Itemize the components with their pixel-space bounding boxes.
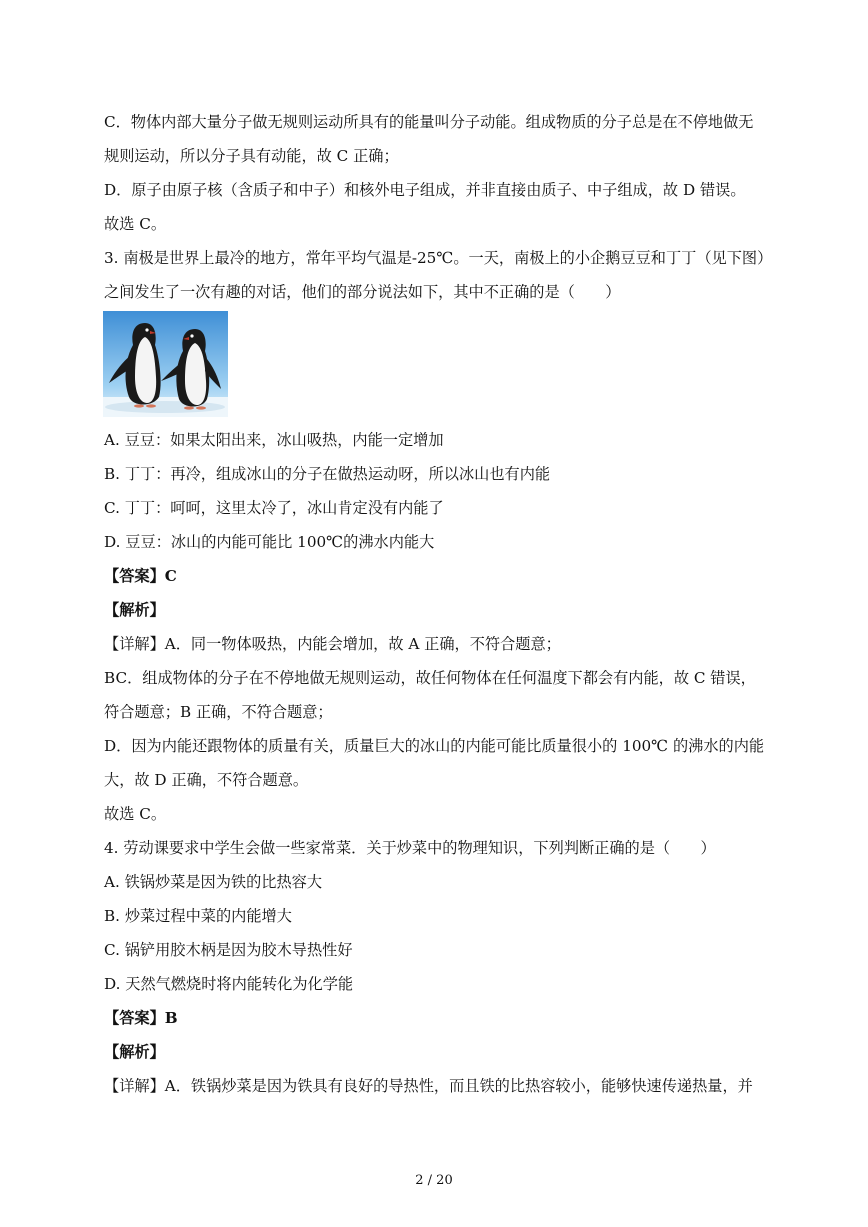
penguins-image — [103, 311, 228, 417]
answer-label: 【答案】C — [104, 567, 177, 585]
text-line: 规则运动，所以分子具有动能，故 C 正确； — [104, 147, 399, 165]
option-a: A. 铁锅炒菜是因为铁的比热容大 — [104, 873, 323, 891]
analysis-label: 【解析】 — [104, 601, 165, 619]
detail-line: 大，故 D 正确，不符合题意。 — [104, 771, 309, 789]
text-line: 故选 C。 — [104, 215, 167, 233]
option-d: D. 天然气燃烧时将内能转化为化学能 — [104, 975, 354, 993]
question-3-stem-cont: 之间发生了一次有趣的对话，他们的部分说法如下，其中不正确的是（ ） — [104, 283, 621, 301]
detail-line: D．因为内能还跟物体的质量有关，质量巨大的冰山的内能可能比质量很小的 100℃ 的沸水的内能 — [104, 737, 765, 755]
detail-line: 【详解】A．同一物体吸热，内能会增加，故 A 正确，不符合题意； — [104, 635, 561, 653]
page-number: 2 / 20 — [415, 1173, 453, 1188]
question-3-stem: 3. 南极是世界上最冷的地方，常年平均气温是-25℃。一天，南极上的小企鹅豆豆和丁丁（见下图） — [104, 249, 773, 267]
detail-line: BC．组成物体的分子在不停地做无规则运动，故任何物体在任何温度下都会有内能，故 C 错误， — [104, 669, 756, 687]
analysis-label: 【解析】 — [104, 1043, 165, 1061]
option-b: B. 丁丁：再冷，组成冰山的分子在做热运动呀，所以冰山也有内能 — [104, 465, 551, 483]
option-d: D. 豆豆：冰山的内能可能比 100℃的沸水内能大 — [104, 533, 435, 551]
text-line: 故选 C。 — [104, 805, 167, 823]
answer-label: 【答案】B — [104, 1009, 178, 1027]
option-b: B. 炒菜过程中菜的内能增大 — [104, 907, 292, 925]
question-4-stem: 4. 劳动课要求中学生会做一些家常菜．关于炒菜中的物理知识，下列判断正确的是（ ） — [104, 839, 716, 857]
text-line: D．原子由原子核（含质子和中子）和核外电子组成，并非直接由质子、中子组成，故 D 错误。 — [104, 181, 746, 199]
detail-line: 符合题意；B 正确，不符合题意； — [104, 703, 333, 721]
option-c: C. 锅铲用胶木柄是因为胶木导热性好 — [104, 941, 353, 959]
text-line: C．物体内部大量分子做无规则运动所具有的能量叫分子动能。组成物质的分子总是在不停地做无 — [104, 113, 754, 131]
penguins-illustration — [103, 311, 228, 417]
option-a: A. 豆豆：如果太阳出来，冰山吸热，内能一定增加 — [104, 431, 444, 449]
detail-line: 【详解】A．铁锅炒菜是因为铁具有良好的导热性，而且铁的比热容较小，能够快速传递热量，并 — [104, 1077, 753, 1095]
option-c: C. 丁丁：呵呵，这里太冷了，冰山肯定没有内能了 — [104, 499, 444, 517]
